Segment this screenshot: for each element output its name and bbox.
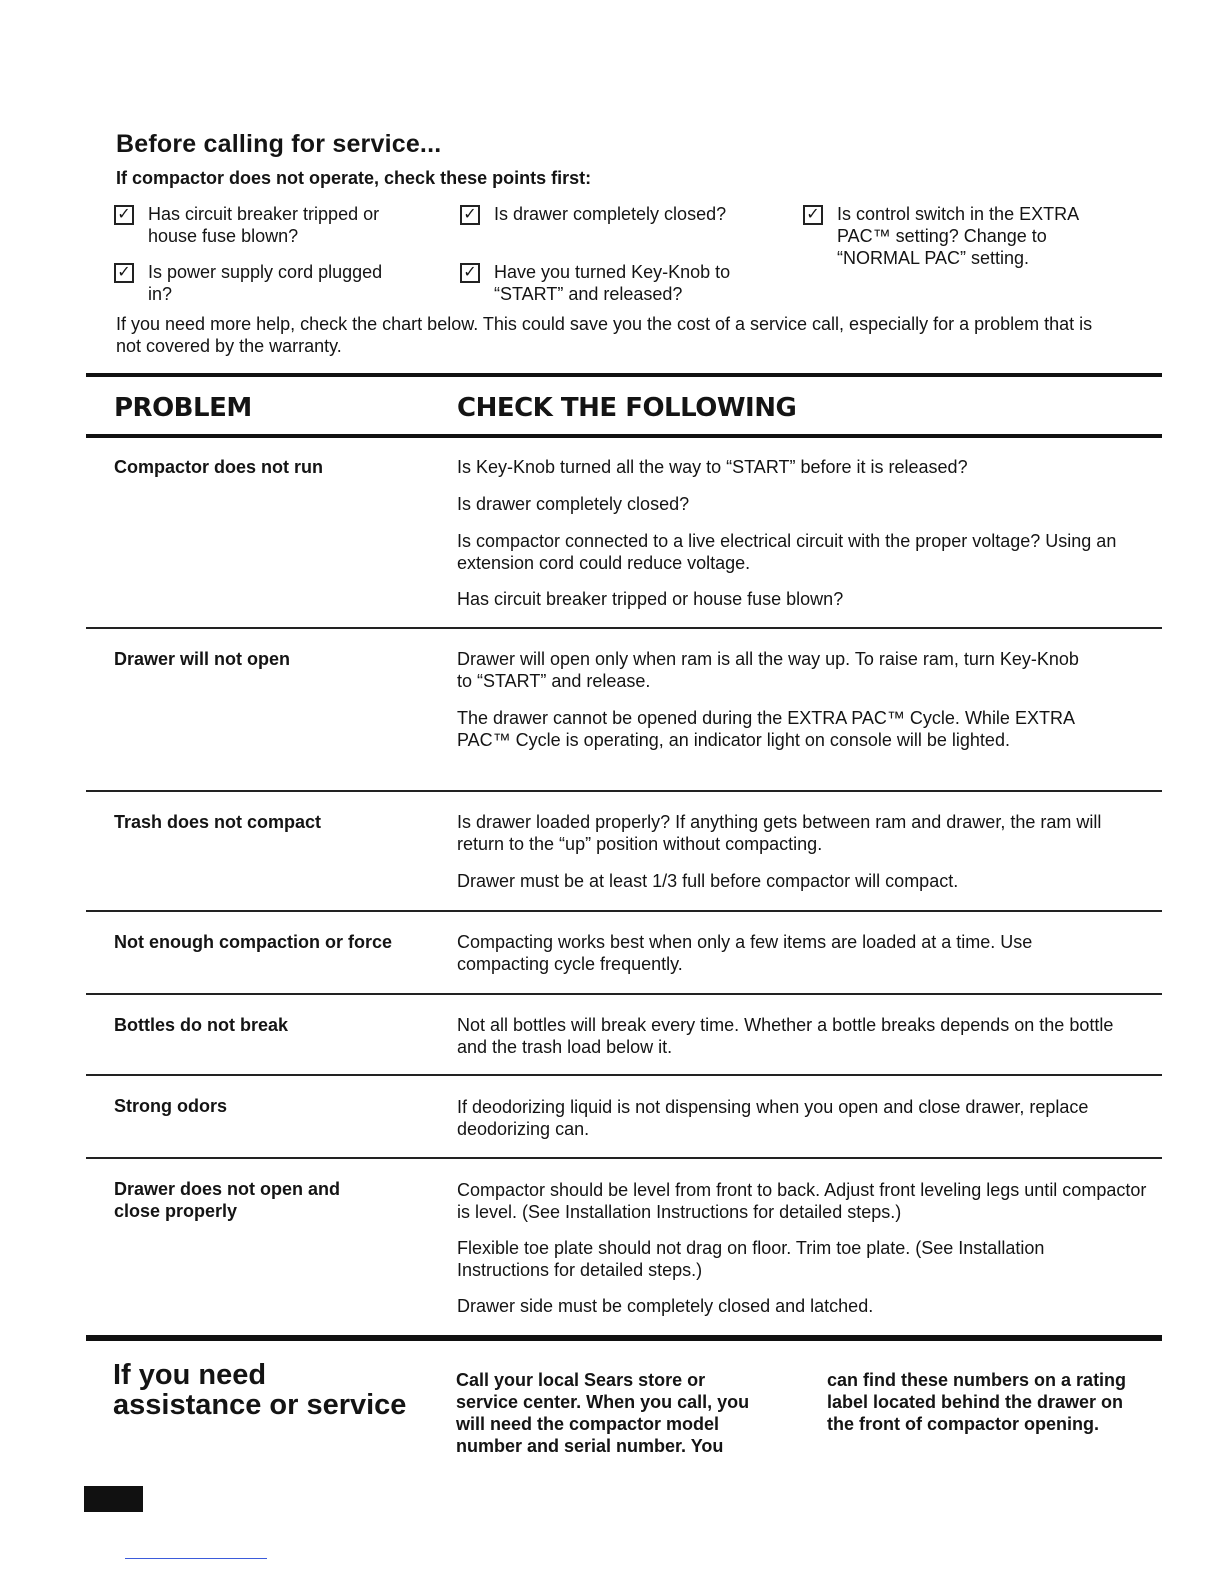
checklist-text: Is control switch in the EXTRA PAC™ setting? Change to “NORMAL PAC” setting. <box>837 204 1080 268</box>
checklist-item-breaker <box>114 203 434 253</box>
checklist-item-key-knob <box>460 261 780 311</box>
checklist-item-power-cord <box>114 261 434 311</box>
answer-text: If deodorizing liquid is not dispensing when you open and close drawer, replace deodorizing can. <box>457 1097 1089 1139</box>
problem-label: Trash does not compact <box>114 812 322 832</box>
row-divider <box>86 790 1162 792</box>
checklist-text: Have you turned Key-Knob to “START” and released? <box>494 262 731 304</box>
checkbox-checked-icon: ✓ <box>114 263 134 283</box>
table-header-rule <box>86 434 1162 438</box>
answer-text: Is drawer completely closed? <box>457 494 690 514</box>
page-title: Before calling for service... <box>116 130 442 158</box>
checkbox-checked-icon: ✓ <box>114 205 134 225</box>
answer-text: Is drawer loaded properly? If anything gets between ram and drawer, the ram will return to the “up” position without compacting. <box>457 812 1102 854</box>
page-number-tab <box>84 1486 143 1512</box>
row-divider <box>86 1157 1162 1159</box>
answer-text: Drawer side must be completely closed and latched. <box>457 1296 874 1316</box>
checklist-item-drawer-closed <box>460 203 780 253</box>
problem-label: Compactor does not run <box>114 457 324 477</box>
problem-label: Bottles do not break <box>114 1015 289 1035</box>
checklist-text: Has circuit breaker tripped or house fuse blown? <box>148 204 380 246</box>
checkbox-checked-icon: ✓ <box>460 263 480 283</box>
table-top-rule <box>86 373 1162 377</box>
assistance-text-col1: Call your local Sears store or service center. When you call, you will need the compactor model number and serial number. You <box>456 1370 750 1456</box>
answer-text: The drawer cannot be opened during the EXTRA PAC™ Cycle. While EXTRA PAC™ Cycle is operating, an indicator light on console will be lighted. <box>457 708 1074 750</box>
underline-mark <box>125 1558 267 1559</box>
checklist-text: Is power supply cord plugged in? <box>148 262 383 304</box>
column-header-problem: PROBLEM <box>114 393 252 423</box>
row-divider <box>86 1074 1162 1076</box>
answer-text: Compacting works best when only a few items are loaded at a time. Use compacting cycle frequently. <box>457 932 1033 974</box>
table-bottom-rule <box>86 1335 1162 1341</box>
answer-text: Drawer must be at least 1/3 full before compactor will compact. <box>457 871 959 891</box>
assistance-text-col2: can find these numbers on a rating label located behind the drawer on the front of compactor opening. <box>827 1370 1127 1434</box>
row-divider <box>86 910 1162 912</box>
assistance-heading: If you need assistance or service <box>113 1359 407 1421</box>
answer-text: Is Key-Knob turned all the way to “START” before it is released? <box>457 457 968 477</box>
checklist-text: Is drawer completely closed? <box>494 204 727 224</box>
answer-text: Compactor should be level from front to back. Adjust front leveling legs until compactor is level. (See Installation Instructions for detailed steps.) <box>457 1180 1147 1222</box>
checkbox-checked-icon: ✓ <box>460 205 480 225</box>
answer-text: Has circuit breaker tripped or house fuse blown? <box>457 589 844 609</box>
checkbox-checked-icon: ✓ <box>803 205 823 225</box>
problem-label: Strong odors <box>114 1096 227 1116</box>
answer-text: Not all bottles will break every time. Whether a bottle breaks depends on the bottle and the trash load below it. <box>457 1015 1114 1057</box>
answer-text: Is compactor connected to a live electrical circuit with the proper voltage? Using an extension cord could reduce voltage. <box>457 531 1117 573</box>
problem-label: Drawer does not open and close properly <box>114 1179 341 1221</box>
checklist-intro: If compactor does not operate, check these points first: <box>116 168 592 188</box>
row-divider <box>86 993 1162 995</box>
column-header-check: CHECK THE FOLLOWING <box>457 393 797 423</box>
answer-text: Flexible toe plate should not drag on floor. Trim toe plate. (See Installation Instructions for detailed steps.) <box>457 1238 1045 1280</box>
checklist-item-control-switch <box>803 203 1123 273</box>
help-paragraph: If you need more help, check the chart below. This could save you the cost of a service call, especially for a problem that is not covered by the warranty. <box>116 314 1093 356</box>
problem-label: Drawer will not open <box>114 649 291 669</box>
problem-label: Not enough compaction or force <box>114 932 393 952</box>
answer-text: Drawer will open only when ram is all the way up. To raise ram, turn Key-Knob to “START” and release. <box>457 649 1079 691</box>
row-divider <box>86 627 1162 629</box>
